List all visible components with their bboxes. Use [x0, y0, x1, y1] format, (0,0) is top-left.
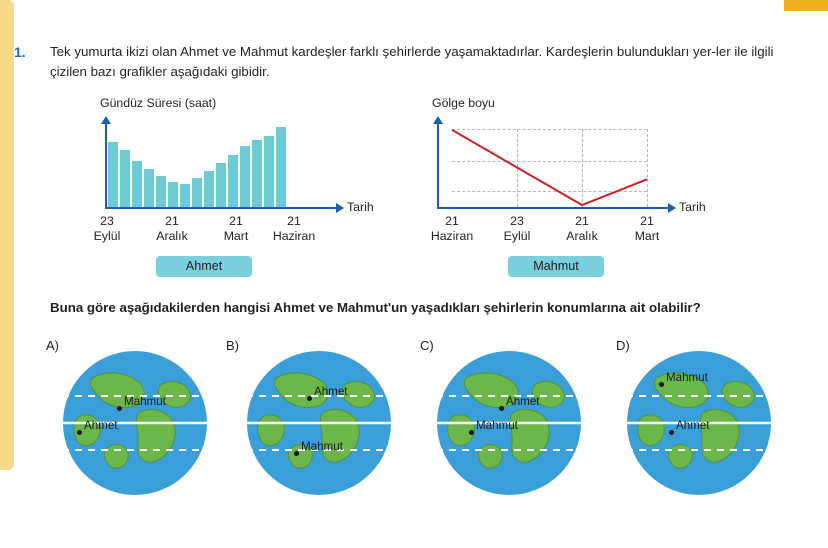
city-dot: [294, 451, 299, 456]
city-label: Mahmut: [666, 371, 708, 384]
chart1-tick-3-bottom: Haziran: [272, 229, 316, 243]
city-dot: [669, 430, 674, 435]
chart1-title: Gündüz Süresi (saat): [100, 96, 217, 110]
chart1-x-axis-label: Tarih: [347, 200, 374, 214]
option-letter-a[interactable]: A): [46, 338, 59, 353]
chart1-bar: [204, 171, 214, 207]
city-label: Ahmet: [506, 395, 540, 408]
city-dot: [499, 406, 504, 411]
globe-option-d[interactable]: [626, 350, 772, 496]
city-dot: [659, 382, 664, 387]
chart1-bar: [168, 182, 178, 207]
answer-prompt: Buna göre aşağıdakilerden hangisi Ahmet ve Mahmut'un yaşadıkları şehirlerin konumlarına ait olabilir?: [50, 300, 701, 315]
chart1-bar: [120, 150, 130, 207]
chart2-line-series: [432, 96, 692, 216]
chart2-tick-3-top: 21: [640, 214, 654, 228]
chart-golge-boyu: [430, 96, 722, 273]
globe-option-c[interactable]: [436, 350, 582, 496]
chart1-bar: [228, 155, 238, 208]
chart1-tick-1: [142, 214, 202, 244]
city-dot: [117, 406, 122, 411]
globe-option-b[interactable]: [246, 350, 392, 496]
chart1-bar: [216, 163, 226, 207]
city-label: Mahmut: [301, 440, 343, 453]
chart1-bar: [264, 136, 274, 207]
chart1-tick-0-bottom: Eylül: [93, 229, 121, 243]
chart1-bar: [180, 184, 190, 207]
chart2-tick-2-bottom: Aralık: [566, 229, 598, 243]
chart1-tick-1-top: 21: [165, 214, 179, 228]
chart1-tick-3: [264, 214, 324, 244]
option-letter-d[interactable]: D): [616, 338, 630, 353]
page-edge-left: [0, 0, 14, 470]
city-label: Ahmet: [676, 419, 710, 432]
chart2-tick-2-top: 21: [575, 214, 589, 228]
chart2-tick-1: [487, 214, 547, 244]
chart2-tick-1-bottom: Eylül: [503, 229, 531, 243]
city-dot: [307, 396, 312, 401]
city-dot: [469, 430, 474, 435]
chart1-tick-3-top: 21: [287, 214, 301, 228]
chart1-bar: [240, 146, 250, 207]
option-letter-c[interactable]: C): [420, 338, 434, 353]
chart1-tick-0: [77, 214, 137, 244]
chart1-bar: [132, 161, 142, 207]
globe-option-a[interactable]: [62, 350, 208, 496]
city-label: Ahmet: [84, 419, 118, 432]
chart2-tick-1-top: 23: [510, 214, 524, 228]
city-dot: [77, 430, 82, 435]
chart1-bar: [108, 142, 118, 207]
city-label: Ahmet: [314, 385, 348, 398]
chart1-tick-2: [206, 214, 266, 244]
chart1-tick-1-bottom: Aralık: [156, 229, 188, 243]
chart1-person-pill: Ahmet: [156, 256, 252, 277]
page-edge-top-right: [784, 0, 828, 11]
chart2-x-axis-label: Tarih: [679, 200, 706, 214]
chart2-person-pill: Mahmut: [508, 256, 604, 277]
chart1-x-axis: [105, 207, 337, 209]
chart2-title: Gölge boyu: [432, 96, 495, 110]
chart1-tick-0-top: 23: [100, 214, 114, 228]
chart1-bar: [144, 169, 154, 207]
chart2-tick-2: [552, 214, 612, 244]
chart1-tick-2-bottom: Mart: [223, 229, 249, 243]
chart2-tick-0-top: 21: [445, 214, 459, 228]
chart1-y-axis: [105, 123, 107, 209]
city-label: Mahmut: [124, 395, 166, 408]
question-number: 1.: [14, 44, 26, 60]
chart2-tick-3-bottom: Mart: [634, 229, 660, 243]
chart1-tick-2-top: 21: [229, 214, 243, 228]
chart1-x-axis-arrow: [336, 203, 344, 213]
globe-graphic: [246, 350, 392, 496]
chart-gunduz-suresi: [93, 96, 380, 273]
question-text: Tek yumurta ikizi olan Ahmet ve Mahmut kardeşler farklı şehirlerde yaşamaktadırlar. Kardeşlerin bulundukları yer-ler ile ilgili çizilen bazı grafikler aşağıdaki gibidir.: [50, 44, 774, 79]
option-letter-b[interactable]: B): [226, 338, 239, 353]
chart2-tick-3: [617, 214, 677, 244]
chart2-tick-0: [422, 214, 482, 244]
chart1-bar: [192, 178, 202, 207]
chart1-bar: [276, 127, 286, 207]
chart2-tick-0-bottom: Haziran: [430, 229, 474, 243]
city-label: Mahmut: [476, 419, 518, 432]
chart1-bar: [252, 140, 262, 207]
chart1-bar: [156, 176, 166, 208]
chart1-bars: [108, 123, 286, 207]
